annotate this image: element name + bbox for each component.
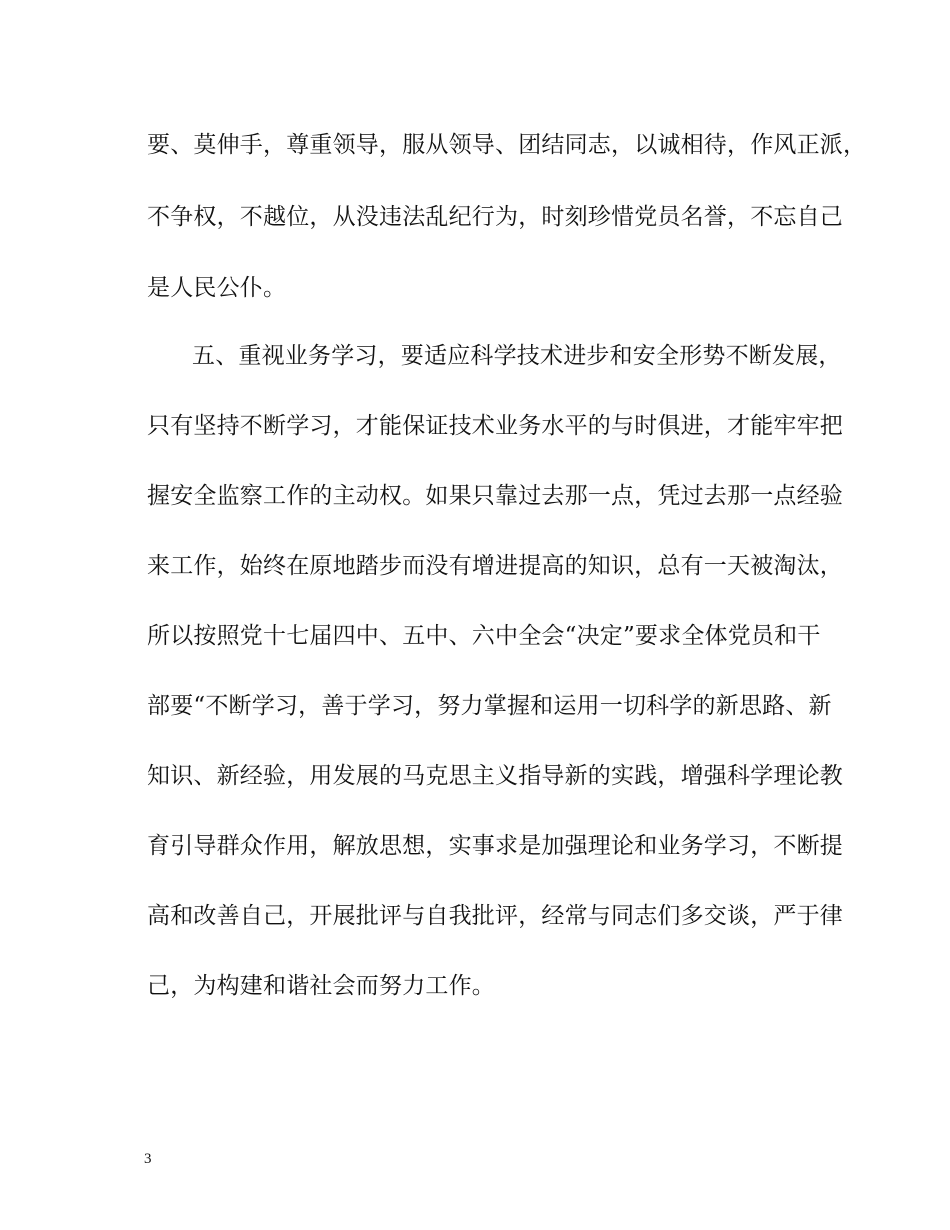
body-text-line: 育引导群众作用，解放思想，实事求是加强理论和业务学习，不断提 <box>147 833 843 859</box>
page-number: 3 <box>144 1151 152 1167</box>
body-text-line: 来工作，始终在原地踏步而没有增进提高的知识，总有一天被淘汰， <box>147 553 843 579</box>
body-text-line: 高和改善自己，开展批评与自我批评，经常与同志们多交谈，严于律 <box>147 903 843 929</box>
body-text-line: 要、莫伸手，尊重领导，服从领导、团结同志，以诚相待，作风正派， <box>147 132 867 158</box>
body-text-line: 不争权，不越位，从没违法乱纪行为，时刻珍惜党员名誉，不忘自己 <box>147 204 843 230</box>
body-text-line: 只有坚持不断学习，才能保证技术业务水平的与时俱进，才能牢牢把 <box>147 413 843 439</box>
body-text-line: 握安全监察工作的主动权。如果只靠过去那一点，凭过去那一点经验 <box>147 483 843 509</box>
body-text-line: 知识、新经验，用发展的马克思主义指导新的实践，增强科学理论教 <box>147 763 843 789</box>
body-text-line: 部要“不断学习，善于学习，努力掌握和运用一切科学的新思路、新 <box>147 693 832 719</box>
body-text-line: 所以按照党十七届四中、五中、六中全会“决定”要求全体党员和干 <box>147 623 821 649</box>
body-text-line: 是人民公仆。 <box>147 275 287 301</box>
paragraph-first-line: 五、重视业务学习，要适应科学技术进步和安全形势不断发展， <box>192 343 842 369</box>
body-text-line: 己，为构建和谐社会而努力工作。 <box>147 973 495 999</box>
